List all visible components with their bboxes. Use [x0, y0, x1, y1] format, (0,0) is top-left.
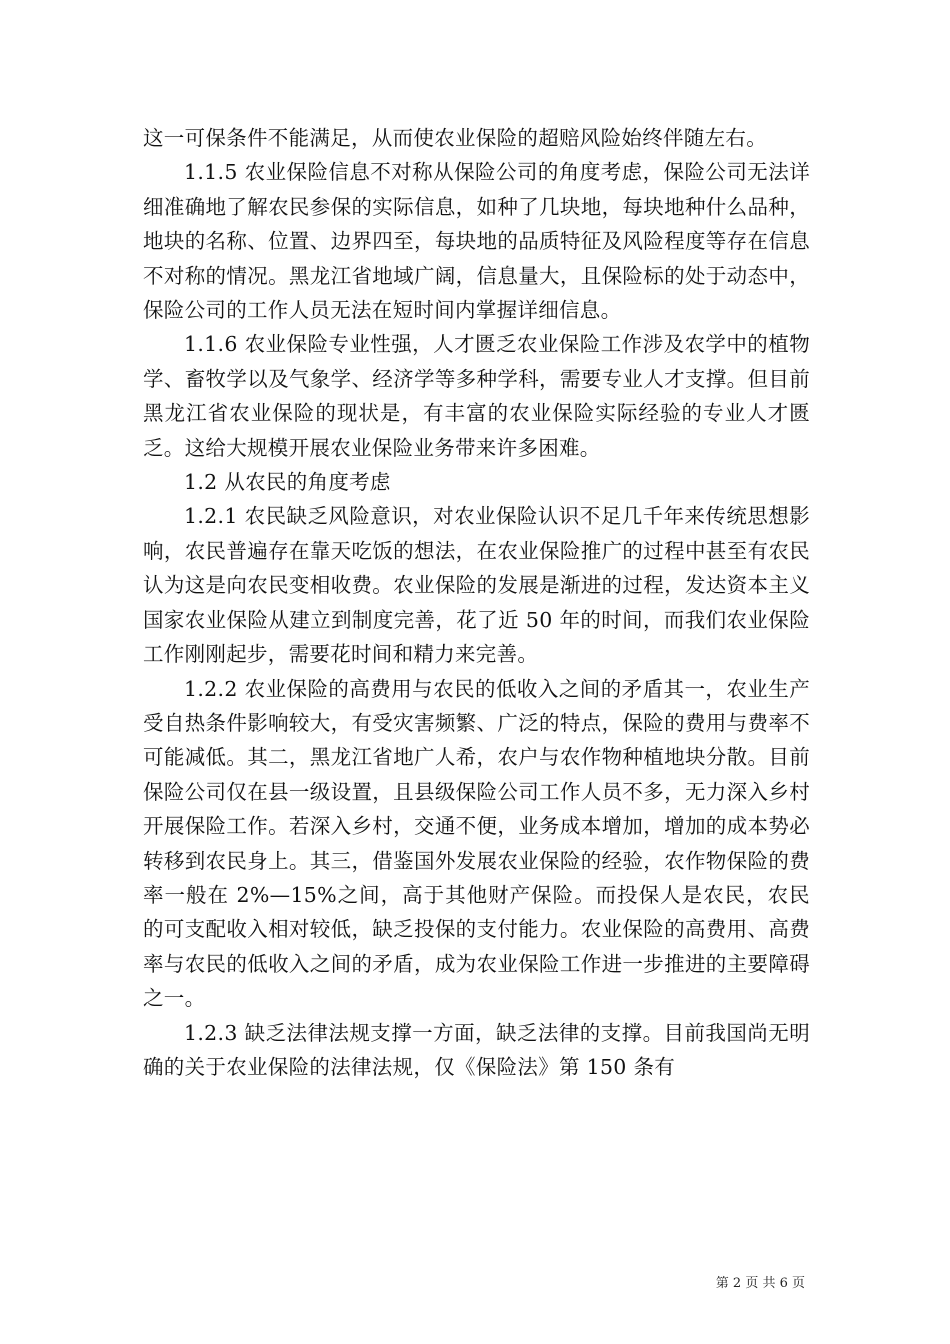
paragraph-1-1-5: 1.1.5 农业保险信息不对称从保险公司的角度考虑，保险公司无法详细准确地了解农民参保的实际信息，如种了几块地，每块地种什么品种，地块的名称、位置、边界四至，每块地的品质特征及风险程度等存在信息不对称的情况。黑龙江省地域广阔，信息量大，且保险标的处于动态中，保险公司的工作人员无法在短时间内掌握详细信息。: [143, 160, 810, 323]
paragraph-continuation: 这一可保条件不能满足，从而使农业保险的超赔风险始终伴随左右。: [143, 126, 767, 150]
paragraph-1-2-3: 1.2.3 缺乏法律法规支撑一方面，缺乏法律的支撑。目前我国尚无明确的关于农业保险的法律法规，仅《保险法》第 150 条有: [143, 1020, 810, 1079]
document-body: [143, 121, 810, 1084]
paragraph-1-2-2: 1.2.2 农业保险的高费用与农民的低收入之间的矛盾其一，农业生产受自热条件影响较大，有受灾害频繁、广泛的特点，保险的费用与费率不可能减低。其二，黑龙江省地广人希，农户与农作物种植地块分散。目前保险公司仅在县一级设置，且县级保险公司工作人员不多，无力深入乡村开展保险工作。若深入乡村，交通不便，业务成本增加，增加的成本势必转移到农民身上。其三，借鉴国外发展农业保险的经验，农作物保险的费率一般在 2%—15%之间，高于其他财产保险。而投保人是农民，农民的可支配收入相对较低，缺乏投保的支付能力。农业保险的高费用、高费率与农民的低收入之间的矛盾，成为农业保险工作进一步推进的主要障碍之一。: [143, 676, 810, 1011]
paragraph-1-2-1: 1.2.1 农民缺乏风险意识，对农业保险认识不足几千年来传统思想影响，农民普遍存在靠天吃饭的想法，在农业保险推广的过程中甚至有农民认为这是向农民变相收费。农业保险的发展是渐进的过程，发达资本主义国家农业保险从建立到制度完善，花了近 50 年的时间，而我们农业保险工作刚刚起步，需要花时间和精力来完善。: [143, 504, 810, 667]
paragraph-1-1-6: 1.1.6 农业保险专业性强，人才匮乏农业保险工作涉及农学中的植物学、畜牧学以及气象学、经济学等多种学科，需要专业人才支撑。但目前黑龙江省农业保险的现状是，有丰富的农业保险实际经验的专业人才匮乏。这给大规模开展农业保险业务带来许多困难。: [143, 332, 810, 460]
section-heading-1-2: 1.2 从农民的角度考虑: [184, 470, 391, 495]
page-number-footer: 第 2 页 共 6 页: [715, 1276, 805, 1291]
